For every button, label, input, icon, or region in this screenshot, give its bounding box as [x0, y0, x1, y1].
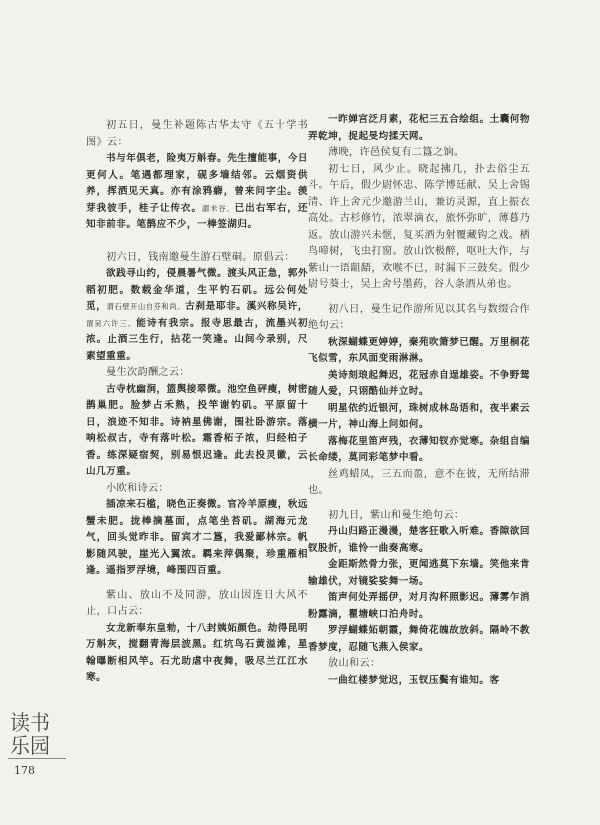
right-text-column — [308, 112, 530, 689]
paragraph: 初八日，曼生记作游所见以其名与数缀合作绝句云： — [308, 303, 530, 331]
section-title-vertical: 读书乐园 — [10, 709, 50, 759]
left-text-column — [86, 118, 308, 687]
poem-note: 谓吴六许三。 — [86, 318, 137, 328]
paragraph: 初九日，紫山和曼生绝句云： — [328, 509, 465, 521]
paragraph: 紫山、放山不及同游，放山因连日大风不止，口占云： — [86, 589, 308, 617]
paragraph: 放山和云： — [328, 658, 381, 669]
page-number: 178 — [14, 764, 35, 777]
paragraph: 小欧和诗云： — [106, 482, 169, 494]
paragraph: 初六日，钱南邀曼生游石壁硐。原倡云： — [106, 251, 295, 263]
poem: 秋深蝴蝶更婷婷，秦苑吹箫梦已醒。万里桐花飞似雪，东风面变雨淋淋。 — [308, 336, 530, 364]
poem: 古寺枕幽涧，篮舆接翠微。池空鱼砰瘦，树密鹊巢肥。脸梦占禾熟，投竿谢钓矶。平原留十日，浪迹不知非。诗衲星佛谢，围社卧游宗。落响松叔古，寺有落叶松。霜香柘子浓，归经柏子香。练深疑宿契，别易恨迟逢。此去投灵徽，云山几万重。 — [86, 383, 308, 477]
poem: 罗浮蝴蝶妬朝霞，舞倚花魄故放斜。隔岭不教香梦度，忍随飞燕入侯家。 — [308, 625, 530, 653]
poem: 美诗刻琅起舞迟，花冠赤自逞雄姿。不争野鸳随人爱，只诩酷仙并立时。 — [308, 369, 530, 397]
paragraph: 薄晚，许邑侯复有二簋之饷。 — [328, 147, 465, 158]
paragraph: 丝鸡蜡凤，三五而盈，意不在彼，无所结滞也。 — [308, 468, 530, 496]
poem: 金距斯然骨力张，更闻逃莫下东墙。笑他来肯输雄伏，对镜娑娑舞一场。 — [308, 559, 530, 587]
poem: 一曲红楼梦觉迟，玉钗压鬓有谁知。客 — [328, 674, 500, 686]
poem: 丹山归路正漫漫，楚客狂歌入听难。香隙欲回钗股折，谁怜一曲奏高寒。 — [308, 526, 530, 554]
poem-note: 謂米谷。 — [202, 203, 235, 213]
poem-note: 谓石壁开山自芬和尚。 — [106, 302, 186, 311]
poem-text: 古刹是耶非。溪兴称吴许， — [185, 301, 309, 312]
poem-text: 能诗有我宗。报寺思最古，流墨兴初浓。止酒三生行，拈花一笑逢。山间今录别，尺素望重重。 — [86, 317, 308, 362]
poem: 落梅花里笛声残，衣薄知钗亦觉寒。杂组自编长命缕，莫同彩笔梦中看。 — [308, 435, 530, 463]
paragraph: 初七日，风少止。晓起拂几，扑去俗尘五斗。午后，假少尉怀忠、陈学博廷献、吴上舍锡清、许上舍元少邀游兰山，兼访灵源，直上振衣高处。古杉修竹，浓翠滴衣，旅怀弥旷，薄暮乃返。放山游兴未惬，复买酒为射覆藏钩之戏。栖鸟啼树，飞虫打窗。放山饮极醉，呕吐大作，与紫山一语龃龉，欢喉不已，时漏下三鼓矣。假少尉号葵士，吴上舍号墨葯，谷人条酒从弟也。 — [308, 163, 530, 290]
poem: 女龙新奉东皇勑，十八封姨妬颜色。劫得昆明万斛灰，搅翻青海层波黑。红坑鸟石黄溢滩，星翰曝断相风竿。石尤助虐中夜舞，吸尽兰江江水寒。 — [86, 622, 308, 683]
paragraph: 初五日，曼生补题陈古华太守《五十学书图》云： — [86, 120, 308, 148]
poem: 明星依约近银河，珠树成林岛语和，夜半素云横一片，神山海上问如何。 — [308, 402, 530, 430]
paragraph: 曼生次韵酬之云： — [106, 367, 190, 378]
poem — [86, 151, 308, 234]
poem-text: 已出右军右，还知非前非。笔鹊应不少，一棒签湖归。 — [86, 202, 309, 230]
poem-text: 欲践寻山约，侵晨暑气微。渡头风正急，郭外稻初肥。数载金华道，生平钓石矶。远公何处觅， — [86, 268, 308, 312]
poem: 笛声何处弄摇伊，对月沟杯照影迟。薄雾乍消粉露滴，瞿塘峡口泊舟时。 — [308, 592, 530, 620]
poem: 一昨婵宫泛月素，花杞三五合绘组。土囊何物弄乾坤，捉起旻均揉天网。 — [308, 114, 530, 142]
poem: 插凉来石槛，晓色正奏微。官冷羊原瘦，秋远蟹未肥。拢棒摘墓面，点笔坐苔矶。湖海元龙气，回头觉昨非。留宾才二簋，我爱鄙林宗。帆影随风驶，崖光入翼浓。羁来萍偶聚，珍重雁相逢。遥指罗浮境，峰围四百重。 — [86, 499, 308, 576]
poem — [86, 266, 308, 365]
divider — [8, 758, 66, 759]
poem-text: 书与年俱老，险夷万斛春。先生擅能事，今日更何人。笔遇都理家，砚多墙结邻。云烟资供养，挥洒见天真。亦有涂鸦癖，曾来问字尘。羡芽我彼手，桂子让传衣。 — [86, 153, 308, 214]
